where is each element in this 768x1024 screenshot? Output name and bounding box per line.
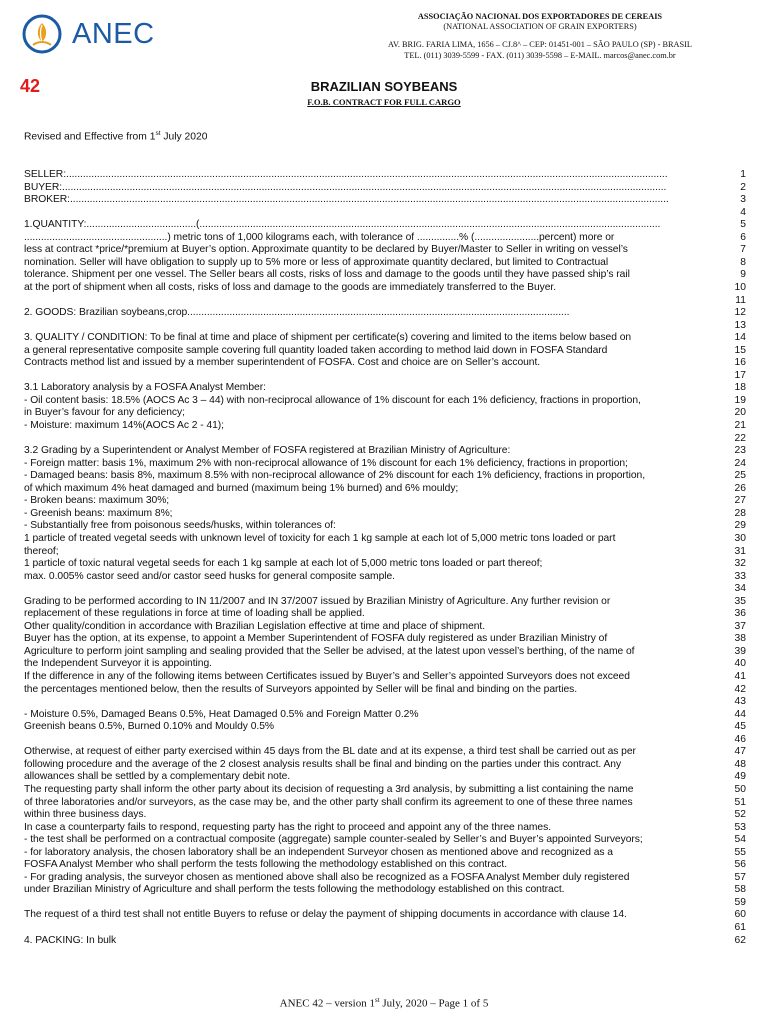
contract-line bbox=[24, 433, 724, 446]
contract-line: 3. QUALITY / CONDITION: To be final at time and place of shipment per certificate(s) covering and limited to the items below based on bbox=[24, 332, 632, 344]
contract-line bbox=[24, 897, 724, 910]
line-number: 51 bbox=[734, 796, 746, 808]
contract-line: - Greenish beans: maximum 8%; bbox=[24, 507, 173, 519]
contract-line: of which maximum 4% heat damaged and burned (maximum being 1% burned) and 6% mouldy; bbox=[24, 482, 459, 494]
anec-logo-icon bbox=[20, 12, 64, 56]
contract-line: allowances shall be settled by a complementary debit note. bbox=[24, 771, 291, 783]
line-number: 19 bbox=[734, 394, 746, 406]
contract-line: less at contract *price/*premium at Buyer’s option. Approximate quantity to be declared by Buyer/Master to Seller in writing on vessel’s bbox=[24, 244, 628, 256]
line-number: 58 bbox=[734, 884, 746, 896]
line-number: 34 bbox=[734, 583, 746, 595]
line-number: 31 bbox=[734, 545, 746, 557]
contract-line: replacement of these regulations in force at time of loading shall be applied. bbox=[24, 608, 365, 620]
line-number: 40 bbox=[734, 658, 746, 670]
line-number: 57 bbox=[734, 871, 746, 883]
revised-suffix: July 2020 bbox=[160, 131, 208, 143]
line-number: 39 bbox=[734, 645, 746, 657]
contract-line: max. 0.005% castor seed and/or castor seed husks for general composite sample. bbox=[24, 570, 395, 582]
footer-prefix: ANEC 42 – version 1 bbox=[279, 997, 375, 1010]
line-number: 59 bbox=[734, 896, 746, 908]
line-number: 56 bbox=[734, 859, 746, 871]
line-number: 33 bbox=[734, 570, 746, 582]
contract-line: In case a counterparty fails to respond, requesting party has the right to proceed and appoint any of the three names. bbox=[24, 821, 552, 833]
contract-line: SELLER:...................................................................................................................................................................................................................... bbox=[24, 169, 668, 180]
org-contact: TEL. (011) 3039-5599 - FAX. (011) 3039-5598 – E-MAIL. marcos@anec.com.br bbox=[404, 51, 676, 60]
line-number: 17 bbox=[734, 369, 746, 381]
contract-line bbox=[24, 370, 724, 383]
contract-line: BROKER:..................................................................................................................................................................................................................... bbox=[24, 194, 669, 206]
line-number: 22 bbox=[734, 432, 746, 444]
line-number: 27 bbox=[734, 495, 746, 507]
contract-line: following procedure and the average of the 2 closest analysis results shall be final and binding on the parties under this contract. Any bbox=[24, 758, 622, 770]
contract-line: nomination. Seller will have obligation to supply up to 5% more or less of approximate quantity declared, but limited to Contractual bbox=[24, 256, 609, 268]
line-number: 47 bbox=[734, 746, 746, 758]
contract-line: - the test shall be performed on a contractual composite (aggregate) sample counter-sealed by Seller’s and Buyer’s appointed Surveyors; bbox=[24, 834, 643, 846]
contract-line: The request of a third test shall not entitle Buyers to refuse or delay the payment of shipping documents in accordance with clause 14. bbox=[24, 909, 627, 921]
line-number: 6 bbox=[740, 231, 746, 243]
line-number: 13 bbox=[734, 319, 746, 331]
contract-line: - Broken beans: maximum 30%; bbox=[24, 495, 170, 507]
line-number: 61 bbox=[734, 922, 746, 933]
contract-line: tolerance. Shipment per one vessel. The Seller bears all costs, risks of loss and damage to the goods until they have passed ship’s rail bbox=[24, 269, 630, 281]
contract-line: - Oil content basis: 18.5% (AOCS Ac 3 – 44) with non-reciprocal allowance of 1% discount for each 1% deficiency, fractions in proportion, bbox=[24, 394, 641, 406]
contract-line bbox=[24, 207, 724, 220]
line-number: 21 bbox=[734, 420, 746, 431]
line-number: 53 bbox=[734, 821, 746, 833]
line-number: 50 bbox=[734, 783, 746, 795]
footer-sup: st bbox=[374, 996, 380, 1004]
contract-line: 1.QUANTITY:.......................................(.................................................................................................................................................................... bbox=[24, 219, 661, 231]
line-number: 28 bbox=[734, 507, 746, 519]
line-number: 1 bbox=[740, 169, 746, 180]
line-number: 35 bbox=[734, 595, 746, 607]
line-number: 15 bbox=[734, 344, 746, 356]
line-number: 49 bbox=[734, 771, 746, 783]
contract-line: 4. PACKING: In bulk bbox=[24, 934, 117, 946]
contract-line: ...................................................) metric tons of 1,000 kilograms each, with tolerance of ...............% (.......................percent) more or bbox=[24, 231, 615, 243]
contract-line bbox=[24, 734, 724, 747]
contract-line: a general representative composite sample covering full quantity loaded taken according to method laid down in FOSFA Standard bbox=[24, 344, 608, 356]
contract-line: under Brazilian Ministry of Agriculture and shall perform the tests following the methodology established on this contract. bbox=[24, 884, 565, 896]
line-number: 8 bbox=[740, 256, 746, 268]
contract-line: - Moisture: maximum 14%(AOCS Ac 2 - 41); bbox=[24, 420, 224, 431]
contract-line bbox=[24, 295, 724, 308]
contract-line: - Moisture 0.5%, Damaged Beans 0.5%, Heat Damaged 0.5% and Foreign Matter 0.2% bbox=[24, 708, 419, 720]
org-name-en: (NATIONAL ASSOCIATION OF GRAIN EXPORTERS) bbox=[443, 22, 637, 31]
contract-line: BUYER:....................................................................................................................................................................................................................... bbox=[24, 181, 667, 193]
contract-line: - For grading analysis, the surveyor chosen as mentioned above shall also be recognized as a FOSFA Analyst Member duly registered bbox=[24, 871, 630, 883]
line-number: 18 bbox=[734, 382, 746, 394]
line-number: 38 bbox=[734, 633, 746, 645]
line-number: 52 bbox=[734, 809, 746, 821]
contract-line: the percentages mentioned below, then the results of Surveyors appointed by Seller will be final and binding on the parties. bbox=[24, 683, 578, 695]
line-number: 62 bbox=[734, 934, 746, 946]
line-number: 45 bbox=[734, 721, 746, 733]
revised-prefix: Revised and Effective from 1 bbox=[24, 131, 156, 143]
logo-text: ANEC bbox=[72, 18, 155, 50]
contract-line: - Damaged beans: basis 8%, maximum 8.5% with non-reciprocal allowance of 2% discount for each 1% deficiency, fractions in proportion, bbox=[24, 470, 646, 482]
contract-line: - Substantially free from poisonous seeds/husks, within tolerances of: bbox=[24, 520, 336, 532]
contract-line: If the difference in any of the following items between Certificates issued by Buyer’s and Seller’s appointed Surveyors does not exceed bbox=[24, 671, 630, 682]
page-footer bbox=[0, 996, 768, 1010]
revised-effective bbox=[24, 130, 207, 142]
line-number: 23 bbox=[734, 445, 746, 457]
contract-line: in Buyer’s favour for any deficiency; bbox=[24, 407, 185, 419]
contract-line bbox=[24, 320, 724, 333]
contract-line: 1 particle of toxic natural vegetal seeds for each 1 kg sample at each lot of 5,000 metric tons loaded or part thereof; bbox=[24, 558, 543, 570]
contract-line: Grading to be performed according to IN 11/2007 and IN 37/2007 issued by Brazilian Ministry of Agriculture. Any further revision or bbox=[24, 595, 611, 607]
line-number: 11 bbox=[735, 294, 746, 306]
line-number: 2 bbox=[740, 181, 746, 193]
line-number: 24 bbox=[734, 457, 746, 469]
line-number: 29 bbox=[734, 520, 746, 532]
line-number: 9 bbox=[740, 269, 746, 281]
doc-subtitle: F.O.B. CONTRACT FOR FULL CARGO bbox=[307, 97, 461, 107]
line-number: 12 bbox=[734, 307, 746, 319]
line-number: 43 bbox=[734, 696, 746, 708]
line-number: 41 bbox=[734, 671, 746, 682]
doc-title: BRAZILIAN SOYBEANS bbox=[310, 79, 458, 94]
contract-line: Agriculture to perform joint sampling and sealing provided that the Seller be advised, at the latest upon vessel’s berthing, of the name of bbox=[24, 645, 635, 657]
contract-line: FOSFA Analyst Member who shall perform the tests following the methodology established on this contract. bbox=[24, 859, 508, 871]
anec-logo bbox=[20, 10, 160, 62]
contract-line: The requesting party shall inform the other party about its decision of requesting a 3rd analysis, by submitting a list containing the name bbox=[24, 783, 634, 795]
line-number: 32 bbox=[734, 558, 746, 570]
line-number: 54 bbox=[734, 834, 746, 846]
line-number: 37 bbox=[734, 620, 746, 632]
line-number: 26 bbox=[734, 482, 746, 494]
line-number: 30 bbox=[734, 532, 746, 544]
line-number: 16 bbox=[734, 357, 746, 369]
contract-line bbox=[24, 583, 724, 596]
line-number: 10 bbox=[734, 281, 746, 293]
contract-line: Other quality/condition in accordance with Brazilian Legislation effective at time and place of shipment. bbox=[24, 620, 486, 632]
line-number: 48 bbox=[734, 758, 746, 770]
line-number: 60 bbox=[734, 909, 746, 921]
contract-line: the Independent Surveyor it is appointing. bbox=[24, 658, 212, 670]
contract-line bbox=[24, 696, 724, 709]
line-number: 42 bbox=[734, 683, 746, 695]
contract-line: Greenish beans 0.5%, Burned 0.10% and Mouldy 0.5% bbox=[24, 721, 274, 733]
contract-line: of three laboratories and/or surveyors, as the case may be, and the other party shall confirm its agreement to one of these three names bbox=[24, 796, 633, 808]
contract-line: Contracts method list and issued by a member superintendent of FOSFA. Cost and choice are on Seller’s account. bbox=[24, 357, 541, 369]
contract-line: Buyer has the option, at its expense, to appoint a Member Superintendent of FOSFA duly registered as under Brazilian Ministry of bbox=[24, 633, 608, 645]
contract-line: Otherwise, at request of either party exercised within 45 days from the BL date and at its expense, a third test shall be carried out as per bbox=[24, 746, 636, 758]
line-number: 4 bbox=[740, 206, 746, 218]
footer-suffix: July, 2020 – Page 1 of 5 bbox=[379, 997, 489, 1010]
line-number: 7 bbox=[740, 244, 746, 256]
org-address: AV. BRIG. FARIA LIMA, 1656 – CJ.8^ – CEP: 01451-001 – SÃO PAULO (SP) - BRASIL bbox=[388, 40, 692, 49]
contract-line: 2. GOODS: Brazilian soybeans,crop........................................................................................................................................ bbox=[24, 307, 570, 319]
contract-line: 3.2 Grading by a Superintendent or Analyst Member of FOSFA registered at Brazilian Ministry of Agriculture: bbox=[24, 445, 511, 457]
line-number: 14 bbox=[734, 332, 746, 344]
revised-sup: st bbox=[155, 130, 161, 137]
contract-line: thereof; bbox=[24, 545, 59, 557]
line-number: 46 bbox=[734, 733, 746, 745]
doc-number: 42 bbox=[20, 76, 41, 96]
line-number: 44 bbox=[734, 708, 746, 720]
contract-line: - Foreign matter: basis 1%, maximum 2% with non-reciprocal allowance of 1% discount for each 1% deficiency, fractions in proportion; bbox=[24, 457, 628, 469]
line-number: 3 bbox=[740, 194, 746, 206]
contract-line: within three business days. bbox=[24, 809, 147, 821]
contract-line bbox=[24, 922, 724, 935]
contract-line: 1 particle of treated vegetal seeds with unknown level of toxicity for each 1 kg sample at each lot of 5,000 metric tons loaded or part bbox=[24, 532, 616, 544]
contract-line: at the port of shipment when all costs, risks of loss and damage to the goods are immediately transferred to the Buyer. bbox=[24, 281, 557, 293]
line-number: 25 bbox=[734, 470, 746, 482]
line-number: 55 bbox=[734, 846, 746, 858]
contract-line: - for laboratory analysis, the chosen laboratory shall be an independent Surveyor chosen as mentioned above and recognized as a bbox=[24, 846, 613, 858]
org-name: ASSOCIAÇÃO NACIONAL DOS EXPORTADORES DE CEREAIS bbox=[417, 12, 663, 21]
line-number: 20 bbox=[734, 407, 746, 419]
line-number: 36 bbox=[734, 608, 746, 620]
line-number: 5 bbox=[740, 219, 746, 231]
contract-line: 3.1 Laboratory analysis by a FOSFA Analyst Member: bbox=[24, 382, 266, 394]
